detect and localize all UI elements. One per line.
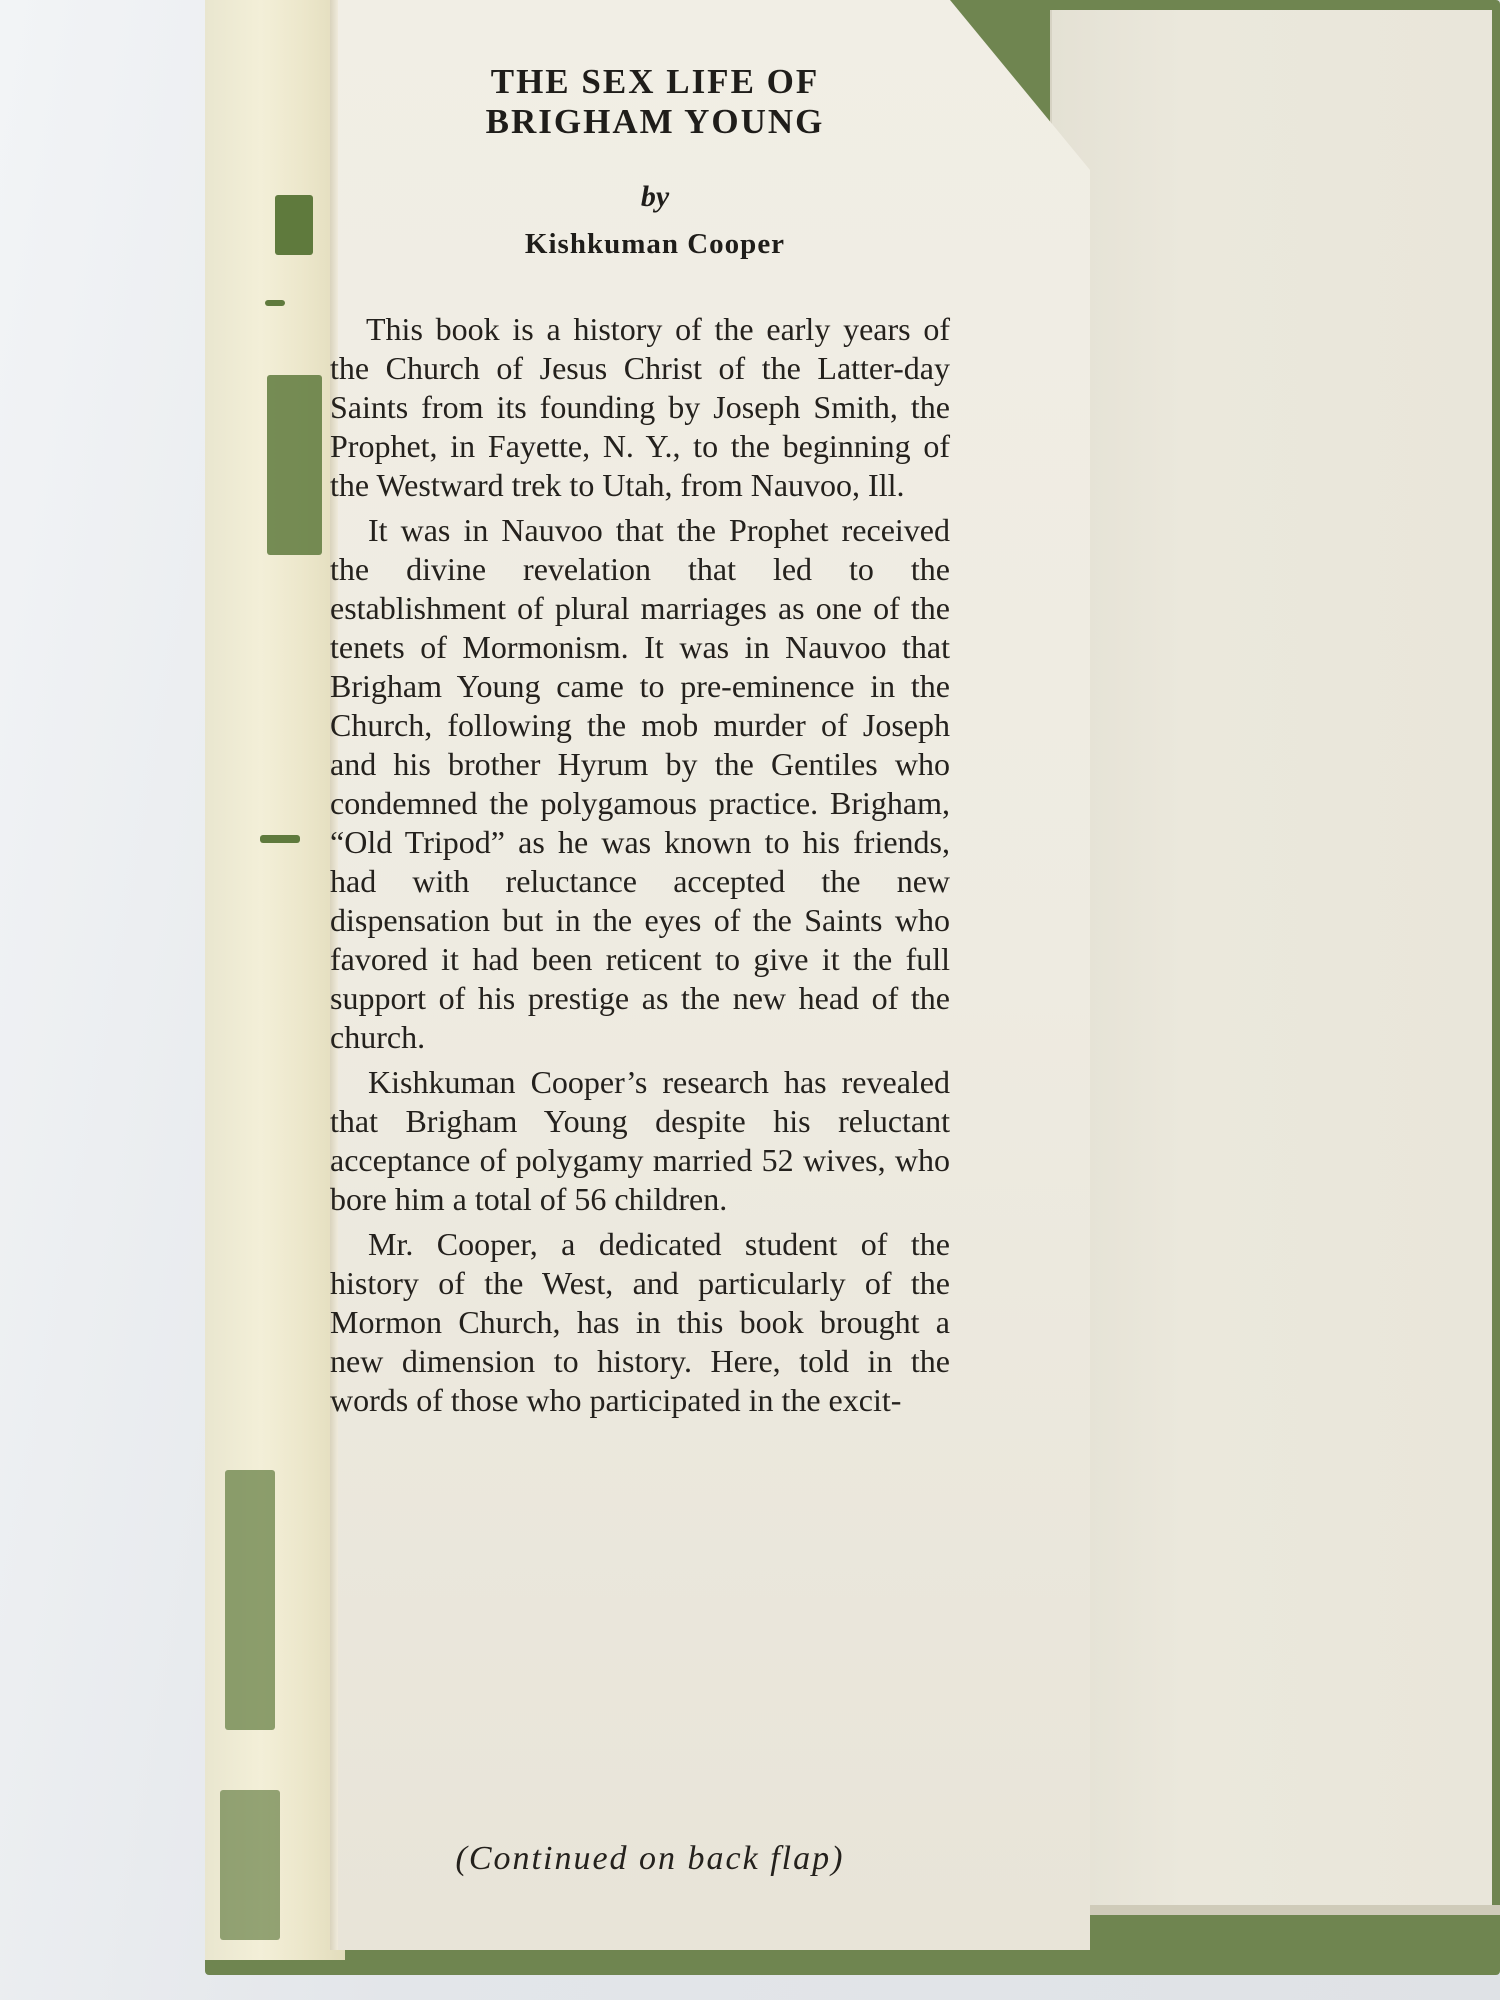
wear-patch (275, 195, 313, 255)
inside-cover-page (1050, 10, 1492, 1910)
blurb-paragraph: This book is a history of the early years of the Church of Jesus Christ of the Latter-day Saints from its founding by Joseph Smith, the Prophet, in Fayette, N. Y., to the beginning of the Westward trek to Utah, from Nauvoo, Ill. (330, 311, 950, 503)
cover-edge (1060, 1905, 1500, 1915)
wear-patch (260, 835, 300, 843)
title-line-1: THE SEX LIFE OF (490, 62, 820, 101)
blurb-paragraph: It was in Nauvoo that the Prophet received the divine revelation that led to the establishment of plural marriages as one of the tenets of Mormonism. It was in Nauvoo that Brigham Young came to pre-eminence in the Church, following the mob murder of Joseph and his brother Hyrum by the Gentiles who condemned the polygamous practice. Brigham, “Old Tripod” as he was known to his friends, had with reluctance accepted the new dispensation but in the eyes of the Saints who favored it had been reticent to give it the full support of his prestige as the new head of the church. (330, 512, 950, 1055)
by-line: by (640, 180, 670, 213)
book-title (430, 62, 880, 142)
blurb-paragraph: Kishkuman Cooper’s research has revealed that Brigham Young despite his reluctant acceptance of polygamy married 52 wives, who bore him a total of 56 children. (330, 1064, 950, 1217)
jacket-spine-strip (205, 0, 345, 1960)
blurb-paragraph: Mr. Cooper, a dedicated student of the history of the West, and particularly of the Mormon Church, has in this book brought a new dimension to history. Here, told in the words of those who participated in the excit- (330, 1226, 950, 1418)
wear-patch (220, 1790, 280, 1940)
flap-blurb (330, 310, 950, 1426)
author-name: Kishkuman Cooper (524, 228, 786, 260)
wear-patch (267, 375, 322, 555)
continued-note: (Continued on back flap) (455, 1840, 845, 1877)
wear-patch (265, 300, 285, 306)
wear-patch (225, 1470, 275, 1730)
title-line-2: BRIGHAM YOUNG (485, 102, 825, 141)
